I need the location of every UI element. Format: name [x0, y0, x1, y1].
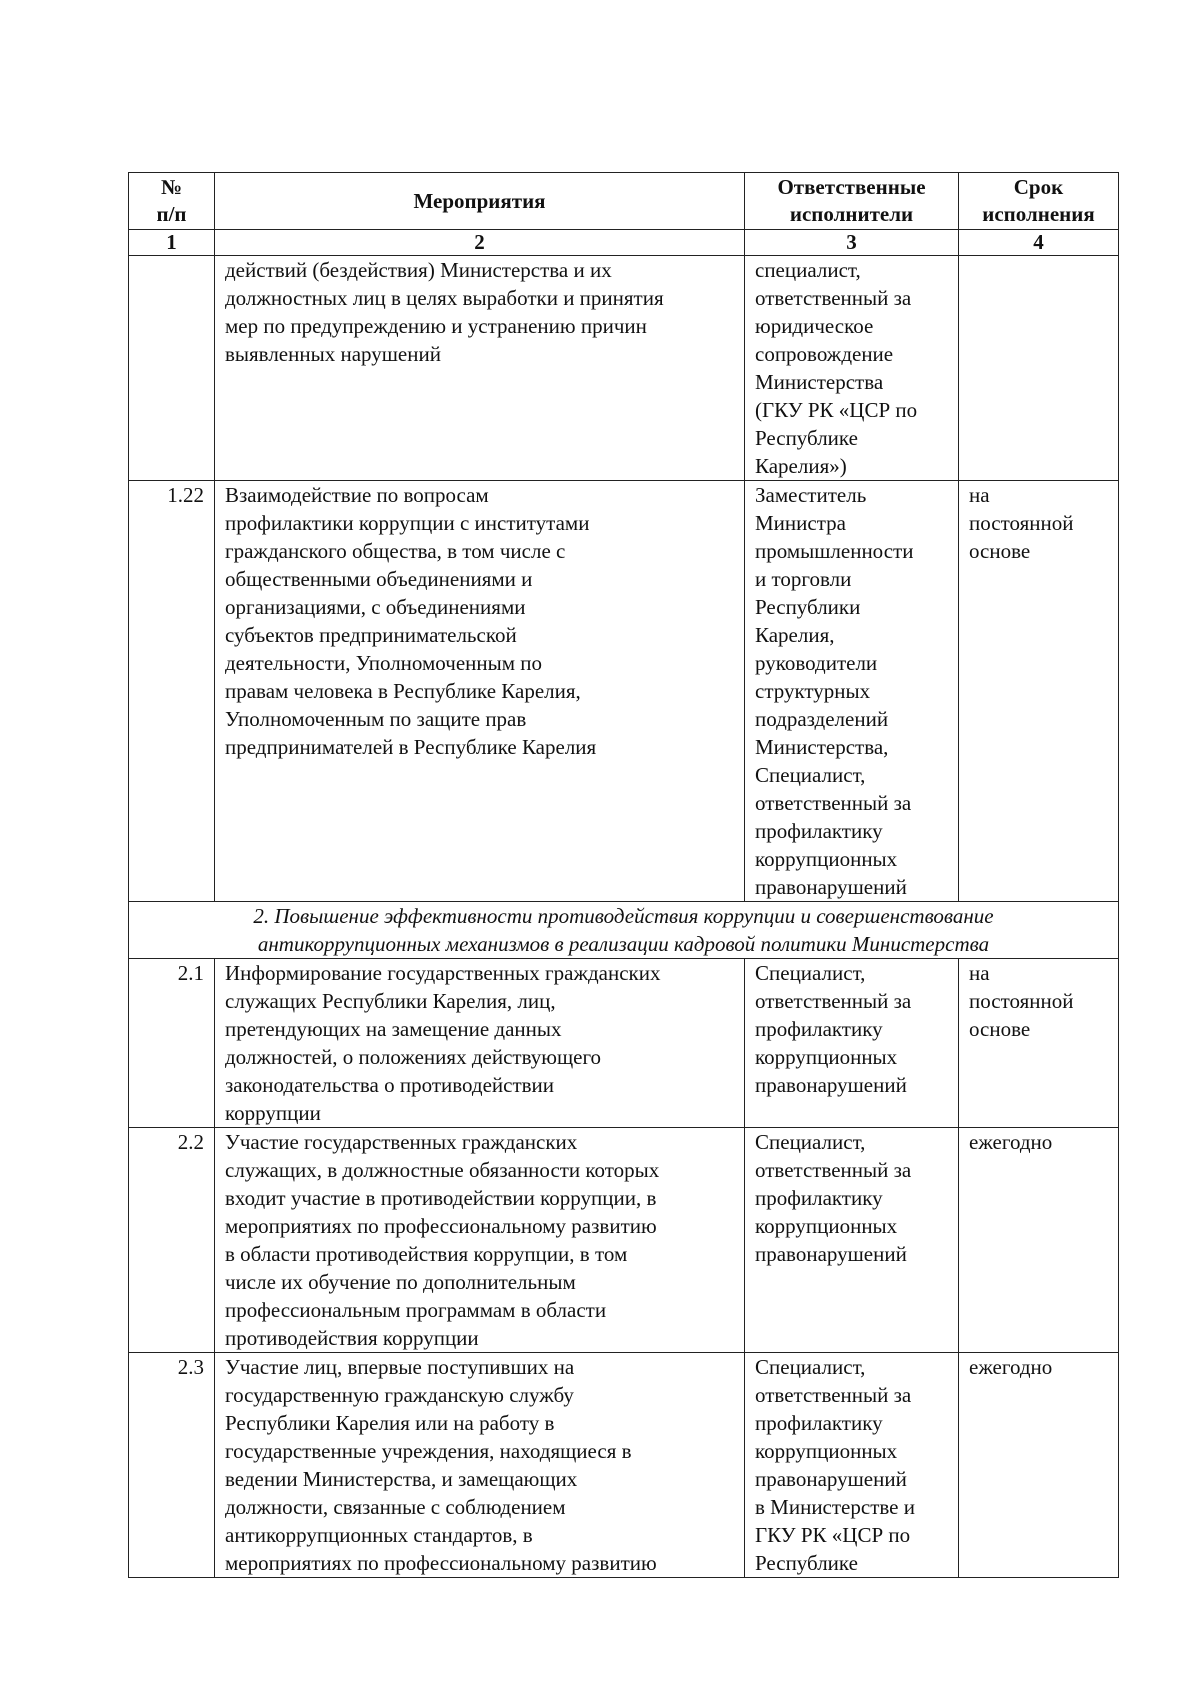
row-responsible: Специалист, ответственный за профилактику коррупционных правонарушений в Министерстве и ГКУ РК «ЦСР по Республике [745, 1353, 959, 1578]
table-row [129, 256, 1119, 481]
row-event: Информирование государственных гражданских служащих Республики Карелия, лиц, претендующих на замещение данных должностей, о положениях действующего законодательства о противодействии коррупции [215, 959, 745, 1128]
row-deadline: ежегодно [959, 1128, 1119, 1353]
table-row [129, 959, 1119, 1128]
row-event: действий (бездействия) Министерства и их должностных лиц в целях выработки и принятия мер по предупреждению и устранению причин выявленных нарушений [215, 256, 745, 481]
header-col-events: Мероприятия [215, 173, 745, 230]
row-number: 2.3 [129, 1353, 215, 1578]
row-deadline: на постоянной основе [959, 481, 1119, 902]
row-number: 1.22 [129, 481, 215, 902]
column-number: 3 [745, 230, 959, 256]
header-col-responsible: Ответственные исполнители [745, 173, 959, 230]
column-number: 1 [129, 230, 215, 256]
row-number [129, 256, 215, 481]
row-deadline: на постоянной основе [959, 959, 1119, 1128]
row-event: Участие лиц, впервые поступивших на государственную гражданскую службу Республики Карелия или на работу в государственные учреждения, находящиеся в ведении Министерства, и замещающих должности, связанные с соблюдением антикоррупционных стандартов, в мероприятиях по профессиональному развитию [215, 1353, 745, 1578]
row-event: Взаимодействие по вопросам профилактики коррупции с институтами гражданского общества, в том числе с общественными объединениями и организациями, с объединениями субъектов предпринимательской деятельности, Уполномоченным по правам человека в Республике Карелия, Уполномоченным по защите прав предпринимателей в Республике Карелия [215, 481, 745, 902]
table-row [129, 481, 1119, 902]
table-row [129, 1353, 1119, 1578]
column-numbers-row [129, 230, 1119, 256]
table-row [129, 1128, 1119, 1353]
row-responsible: специалист, ответственный за юридическое сопровождение Министерства (ГКУ РК «ЦСР по Республике Карелия») [745, 256, 959, 481]
row-event: Участие государственных гражданских служащих, в должностные обязанности которых входит участие в противодействии коррупции, в мероприятиях по профессиональному развитию в области противодействия коррупции, в том числе их обучение по дополнительным профессиональным программам в области противодействия коррупции [215, 1128, 745, 1353]
column-number: 2 [215, 230, 745, 256]
row-number: 2.2 [129, 1128, 215, 1353]
section-title: 2. Повышение эффективности противодействия коррупции и совершенствование антикоррупционных механизмов в реализации кадровой политики Министерства [129, 902, 1119, 959]
row-deadline: ежегодно [959, 1353, 1119, 1578]
row-responsible: Заместитель Министра промышленности и торговли Республики Карелия, руководители структурных подразделений Министерства, Специалист, ответственный за профилактику коррупционных правонарушений [745, 481, 959, 902]
column-number: 4 [959, 230, 1119, 256]
header-col-number: № п/п [129, 173, 215, 230]
header-col-deadline: Срок исполнения [959, 173, 1119, 230]
measures-table [128, 172, 1119, 1578]
row-responsible: Специалист, ответственный за профилактику коррупционных правонарушений [745, 1128, 959, 1353]
row-responsible: Специалист, ответственный за профилактику коррупционных правонарушений [745, 959, 959, 1128]
row-number: 2.1 [129, 959, 215, 1128]
table-header-row [129, 173, 1119, 230]
row-deadline [959, 256, 1119, 481]
section-row [129, 902, 1119, 959]
